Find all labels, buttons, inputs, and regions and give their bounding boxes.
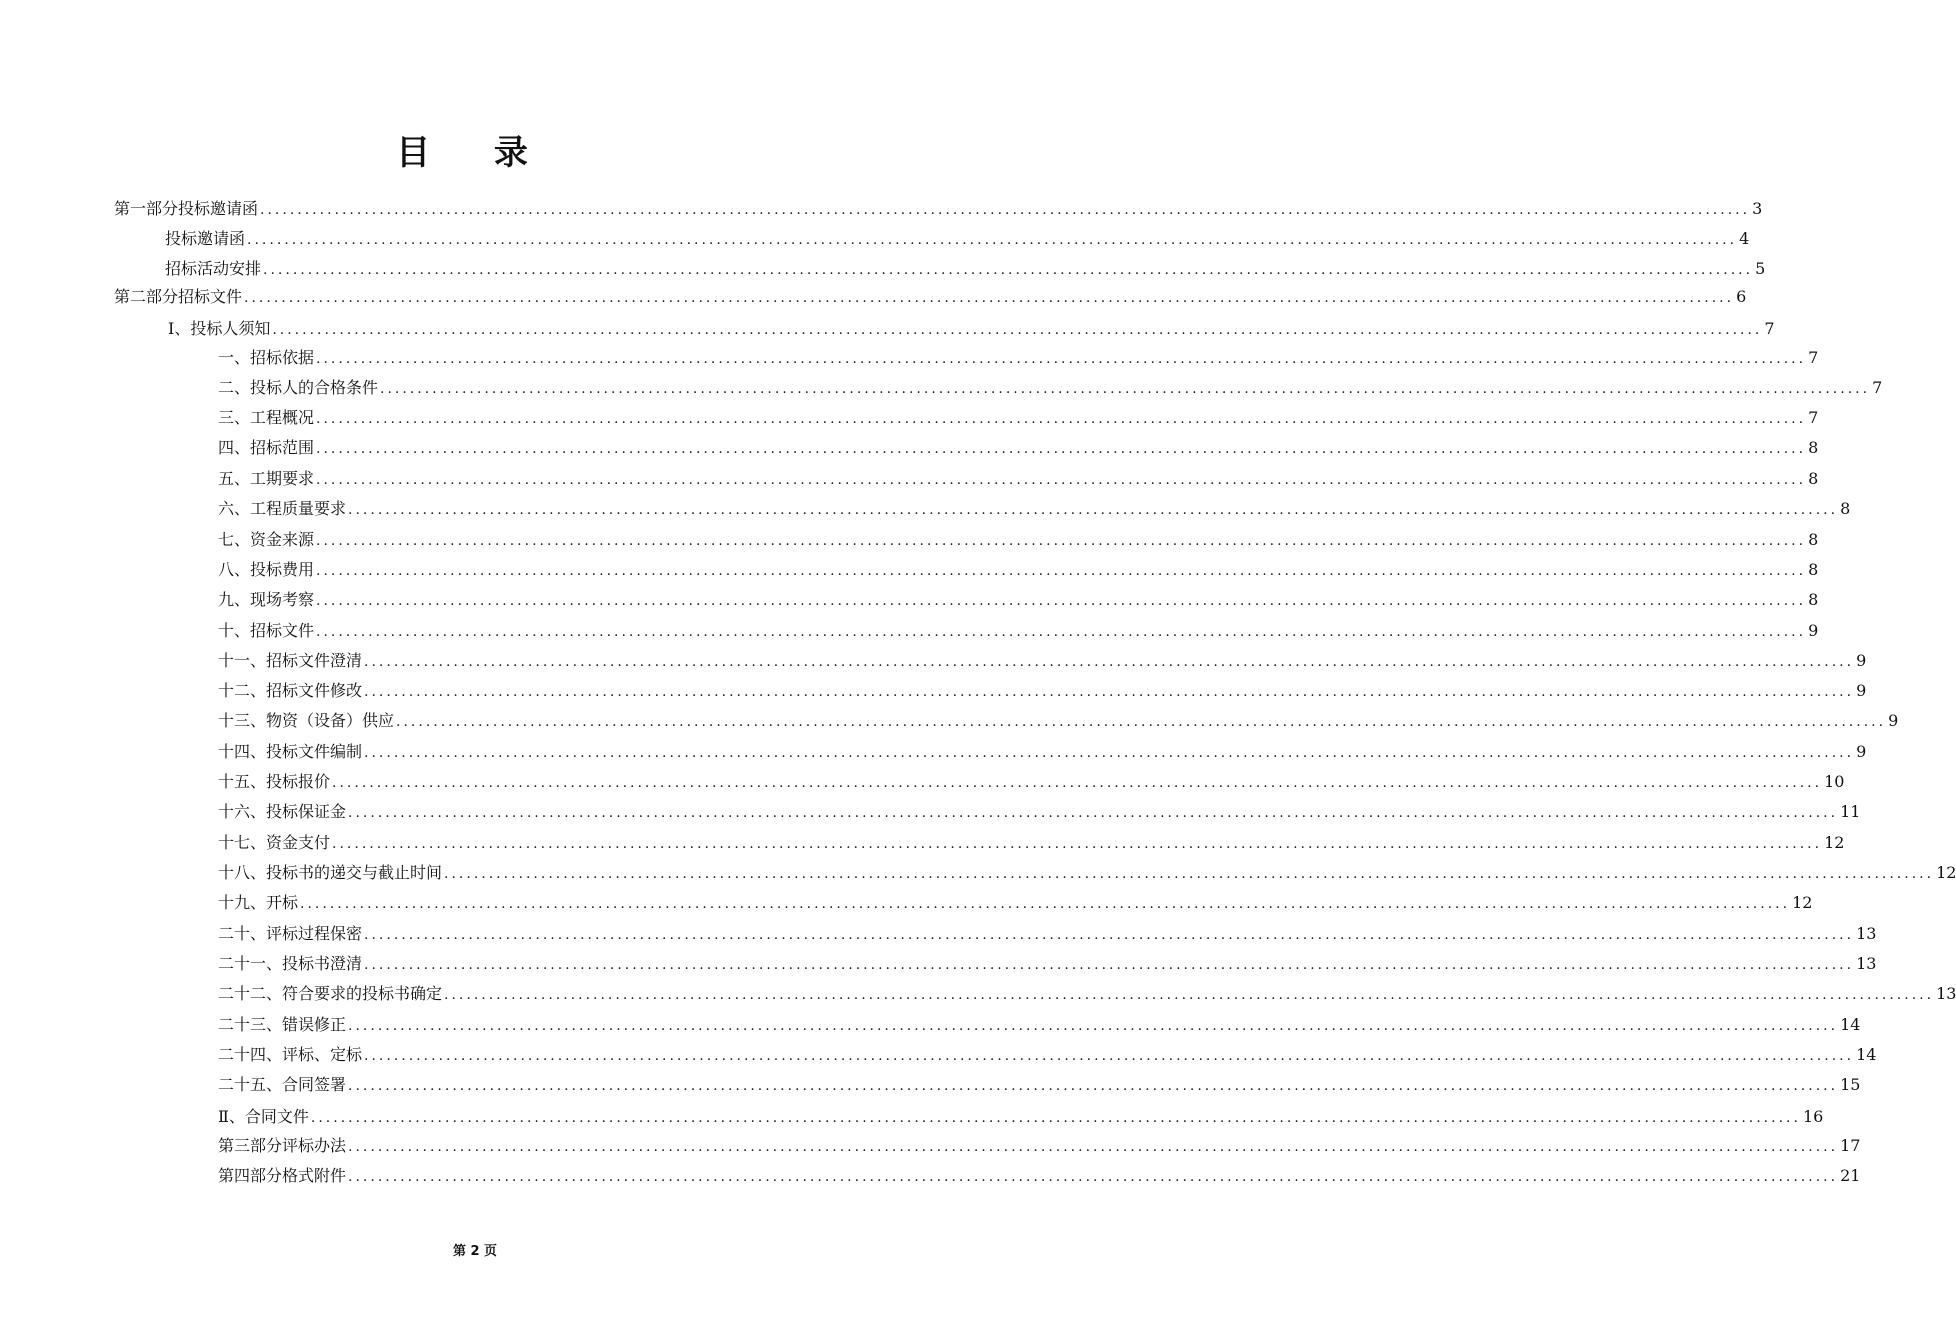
- dot-leader: ........................................................................................................................................................................................................: [263, 262, 1754, 278]
- toc-entry[interactable]: [218, 828, 1845, 854]
- toc-entry-page-number: 12: [1824, 833, 1845, 852]
- dot-leader: ........................................................................................................................................................................................................: [364, 957, 1855, 973]
- toc-entry[interactable]: [218, 706, 1899, 732]
- toc-entry-page-number: 6: [1736, 287, 1747, 306]
- toc-entry[interactable]: [218, 343, 1819, 369]
- dot-leader: ........................................................................................................................................................................................................: [272, 322, 1763, 338]
- toc-entry-title: 第二部分招标文件: [114, 287, 243, 306]
- toc-entry-title: 第三部分评标办法: [218, 1136, 347, 1155]
- toc-entry-page-number: 5: [1755, 259, 1766, 278]
- toc-entry-page-number: 11: [1840, 802, 1861, 821]
- dot-leader: ........................................................................................................................................................................................................: [332, 775, 1823, 791]
- toc-entry-title: 十一、招标文件澄清: [218, 651, 363, 670]
- toc-entry[interactable]: [218, 1040, 1877, 1066]
- dot-leader: ........................................................................................................................................................................................................: [316, 411, 1807, 427]
- toc-entry-title: 十八、投标书的递交与截止时间: [218, 863, 443, 882]
- toc-entry-title: 二十一、投标书澄清: [218, 954, 363, 973]
- dot-leader: ........................................................................................................................................................................................................: [300, 896, 1791, 912]
- toc-entry[interactable]: [218, 373, 1883, 399]
- toc-entry-page-number: 9: [1888, 711, 1899, 730]
- dot-leader: ........................................................................................................................................................................................................: [380, 381, 1871, 397]
- toc-entry-title: 二十二、符合要求的投标书确定: [218, 984, 443, 1003]
- toc-entry-title: 十五、投标报价: [218, 772, 331, 791]
- toc-entry-page-number: 9: [1808, 621, 1819, 640]
- toc-entry[interactable]: [218, 585, 1819, 611]
- toc-entry[interactable]: [165, 224, 1750, 250]
- toc-entry[interactable]: [218, 676, 1867, 702]
- toc-entry-title: 二十三、错误修正: [218, 1015, 347, 1034]
- dot-leader: ........................................................................................................................................................................................................: [348, 1018, 1839, 1034]
- toc-entry-title: 四、招标范围: [218, 438, 315, 457]
- toc-entry[interactable]: [218, 1070, 1861, 1096]
- toc-entry[interactable]: [218, 919, 1877, 945]
- toc-entry-page-number: 12: [1936, 863, 1956, 882]
- toc-entry[interactable]: [218, 858, 1956, 884]
- toc-entry-title: 九、现场考察: [218, 590, 315, 609]
- toc-entry-title: 投标邀请函: [165, 229, 246, 248]
- toc-entry-page-number: 21: [1840, 1166, 1861, 1185]
- dot-leader: ........................................................................................................................................................................................................: [444, 866, 1935, 882]
- toc-entry-page-number: 14: [1840, 1015, 1861, 1034]
- toc-entry-page-number: 15: [1840, 1075, 1861, 1094]
- toc-entry[interactable]: [218, 1010, 1861, 1036]
- toc-entry-page-number: 16: [1802, 1107, 1824, 1126]
- dot-leader: ........................................................................................................................................................................................................: [348, 805, 1839, 821]
- dot-leader: ........................................................................................................................................................................................................: [348, 1169, 1839, 1185]
- dot-leader: ........................................................................................................................................................................................................: [364, 745, 1855, 761]
- toc-entry-title: 十六、投标保证金: [218, 802, 347, 821]
- toc-entry-page-number: 7: [1764, 319, 1775, 338]
- page-number: 第 2 页: [452, 1244, 498, 1259]
- toc-entry-page-number: 14: [1856, 1045, 1877, 1064]
- dot-leader: ........................................................................................................................................................................................................: [396, 714, 1887, 730]
- toc-entry-title: 六、工程质量要求: [218, 499, 347, 518]
- toc-entry[interactable]: [114, 194, 1763, 220]
- toc-entry-title: 十九、开标: [218, 893, 299, 912]
- dot-leader: ........................................................................................................................................................................................................: [316, 441, 1807, 457]
- toc-entry-page-number: 8: [1808, 560, 1819, 579]
- dot-leader: ........................................................................................................................................................................................................: [260, 202, 1751, 218]
- toc-entry-page-number: 7: [1808, 348, 1819, 367]
- dot-leader: ........................................................................................................................................................................................................: [316, 351, 1807, 367]
- toc-entry[interactable]: [218, 979, 1956, 1005]
- dot-leader: ........................................................................................................................................................................................................: [316, 624, 1807, 640]
- toc-entry[interactable]: [114, 282, 1747, 308]
- toc-entry-page-number: 3: [1752, 199, 1763, 218]
- toc-entry-page-number: 13: [1856, 954, 1877, 973]
- toc-entry-title: 二十、评标过程保密: [218, 924, 363, 943]
- toc-entry-title: Ⅱ、合同文件: [218, 1107, 309, 1126]
- toc-entry[interactable]: [218, 555, 1819, 581]
- toc-entry[interactable]: [218, 646, 1867, 672]
- dot-leader: ........................................................................................................................................................................................................: [332, 836, 1823, 852]
- toc-entry-page-number: 9: [1856, 742, 1867, 761]
- toc-entry-page-number: 8: [1808, 438, 1819, 457]
- dot-leader: ........................................................................................................................................................................................................: [348, 1139, 1839, 1155]
- toc-entry-page-number: 7: [1872, 378, 1883, 397]
- toc-entry[interactable]: [165, 254, 1766, 280]
- toc-entry-title: 招标活动安排: [165, 259, 262, 278]
- toc-entry-title: 一、招标依据: [218, 348, 315, 367]
- dot-leader: ........................................................................................................................................................................................................: [364, 654, 1855, 670]
- dot-leader: ........................................................................................................................................................................................................: [316, 533, 1807, 549]
- toc-entry[interactable]: [218, 433, 1819, 459]
- toc-entry-page-number: 12: [1792, 893, 1813, 912]
- dot-leader: ........................................................................................................................................................................................................: [364, 684, 1855, 700]
- dot-leader: ........................................................................................................................................................................................................: [316, 563, 1807, 579]
- toc-entry[interactable]: [168, 314, 1775, 340]
- toc-entry-page-number: 13: [1936, 984, 1956, 1003]
- toc-entry-title: 十、招标文件: [218, 621, 315, 640]
- toc-entry-page-number: 17: [1840, 1136, 1861, 1155]
- dot-leader: ........................................................................................................................................................................................................: [244, 290, 1735, 306]
- toc-entry[interactable]: [218, 464, 1819, 490]
- toc-entry[interactable]: [218, 494, 1851, 520]
- dot-leader: ........................................................................................................................................................................................................: [310, 1110, 1801, 1126]
- toc-entry[interactable]: [218, 616, 1819, 642]
- toc-entry[interactable]: [218, 403, 1819, 429]
- toc-entry-title: 二、投标人的合格条件: [218, 378, 379, 397]
- toc-entry-title: Ⅰ、投标人须知: [168, 319, 271, 338]
- dot-leader: ........................................................................................................................................................................................................: [444, 987, 1935, 1003]
- toc-entry[interactable]: [218, 1161, 1861, 1187]
- toc-entry-page-number: 8: [1808, 469, 1819, 488]
- toc-entry[interactable]: [218, 767, 1845, 793]
- toc-entry-title: 十二、招标文件修改: [218, 681, 363, 700]
- dot-leader: ........................................................................................................................................................................................................: [364, 927, 1855, 943]
- toc-entry[interactable]: [218, 1131, 1861, 1157]
- toc-entry-title: 十三、物资（设备）供应: [218, 711, 395, 730]
- toc-entry-page-number: 4: [1739, 229, 1750, 248]
- toc-entry[interactable]: [218, 737, 1867, 763]
- dot-leader: ........................................................................................................................................................................................................: [348, 1078, 1839, 1094]
- dot-leader: ........................................................................................................................................................................................................: [316, 593, 1807, 609]
- dot-leader: ........................................................................................................................................................................................................: [364, 1048, 1855, 1064]
- toc-entry-title: 三、工程概况: [218, 408, 315, 427]
- toc-entry-title: 五、工期要求: [218, 469, 315, 488]
- toc-entry-page-number: 9: [1856, 651, 1867, 670]
- toc-entry[interactable]: [218, 525, 1819, 551]
- toc-entry-page-number: 13: [1856, 924, 1877, 943]
- toc-entry[interactable]: [218, 1102, 1824, 1128]
- toc-entry-title: 十四、投标文件编制: [218, 742, 363, 761]
- toc-entry[interactable]: [218, 797, 1861, 823]
- toc-entry-title: 第四部分格式附件: [218, 1166, 347, 1185]
- toc-entry[interactable]: [218, 949, 1877, 975]
- toc-entry-title: 二十四、评标、定标: [218, 1045, 363, 1064]
- toc-entry-page-number: 8: [1840, 499, 1851, 518]
- toc-entry-page-number: 9: [1856, 681, 1867, 700]
- dot-leader: ........................................................................................................................................................................................................: [348, 502, 1839, 518]
- page-title: 目 录: [396, 133, 554, 173]
- dot-leader: ........................................................................................................................................................................................................: [316, 472, 1807, 488]
- toc-entry-title: 十七、资金支付: [218, 833, 331, 852]
- toc-entry-page-number: 8: [1808, 590, 1819, 609]
- toc-entry-title: 七、资金来源: [218, 530, 315, 549]
- toc-entry-title: 二十五、合同签署: [218, 1075, 347, 1094]
- toc-entry-page-number: 8: [1808, 530, 1819, 549]
- dot-leader: ........................................................................................................................................................................................................: [247, 232, 1738, 248]
- toc-entry-page-number: 7: [1808, 408, 1819, 427]
- toc-entry-title: 第一部分投标邀请函: [114, 199, 259, 218]
- toc-entry[interactable]: [218, 888, 1813, 914]
- toc-entry-title: 八、投标费用: [218, 560, 315, 579]
- toc-entry-page-number: 10: [1824, 772, 1845, 791]
